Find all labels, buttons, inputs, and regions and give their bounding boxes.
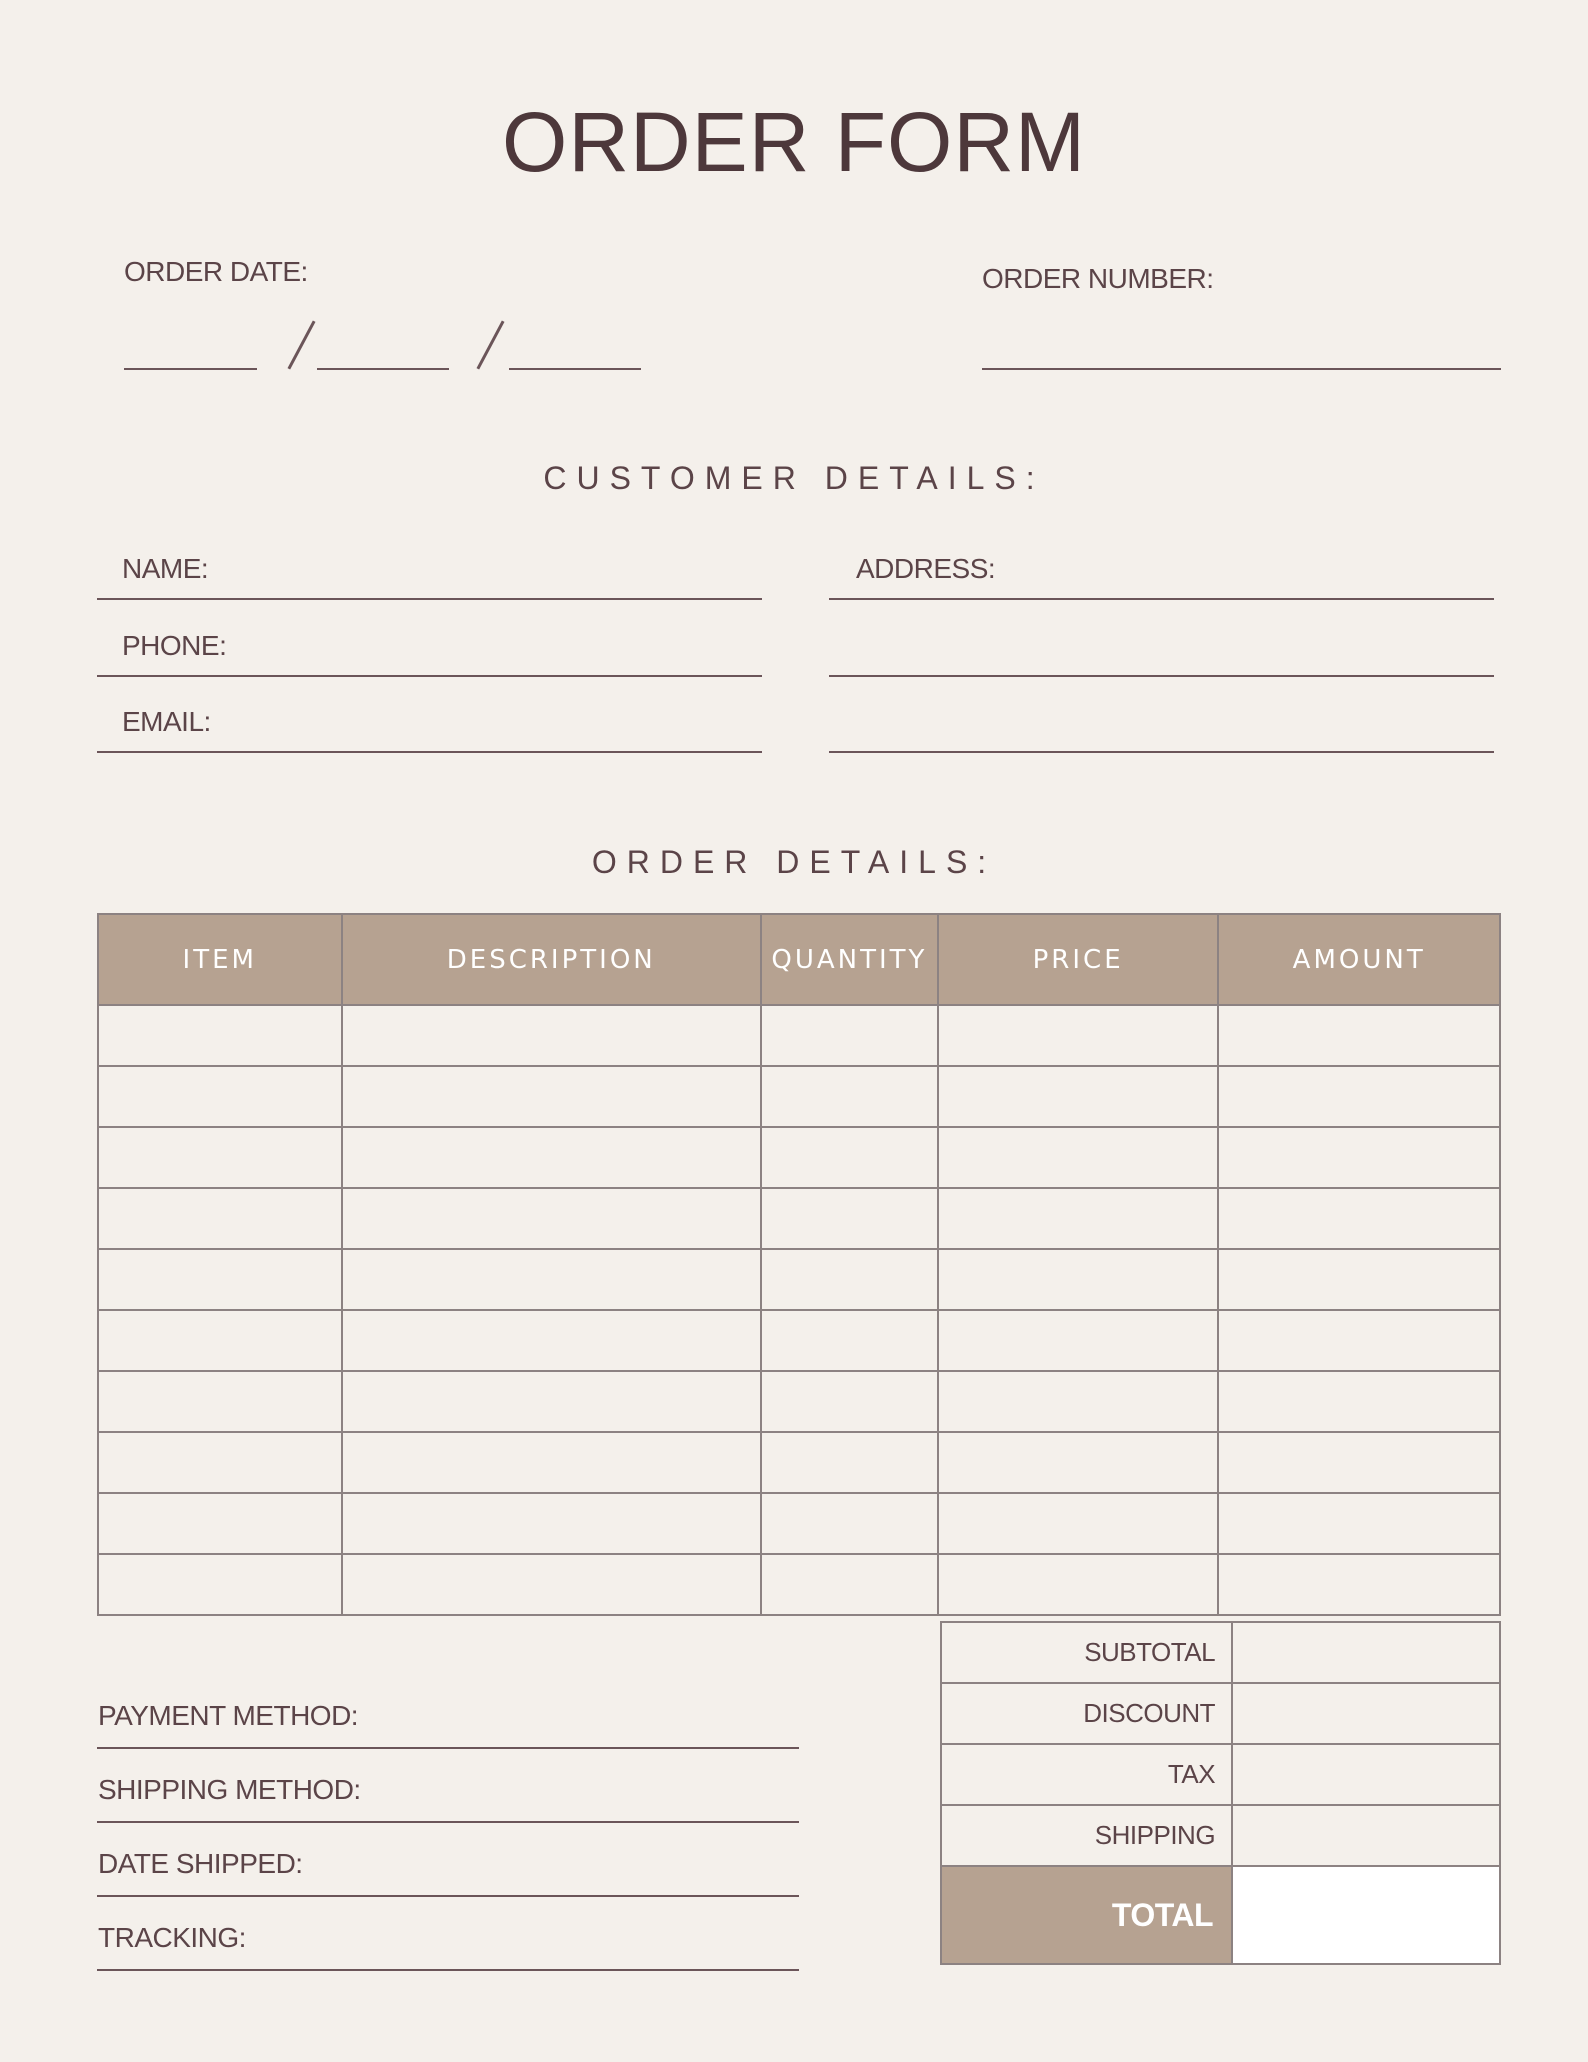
- tracking-field[interactable]: [97, 1969, 799, 1971]
- description-cell[interactable]: [342, 1493, 761, 1554]
- item-cell[interactable]: [98, 1493, 342, 1554]
- amount-cell[interactable]: [1218, 1432, 1500, 1493]
- tracking-label: TRACKING:: [98, 1922, 246, 1953]
- shipping-field[interactable]: [1232, 1805, 1500, 1866]
- tax-field[interactable]: [1232, 1744, 1500, 1805]
- item-cell[interactable]: [98, 1005, 342, 1066]
- item-cell[interactable]: [98, 1371, 342, 1432]
- quantity-cell[interactable]: [761, 1310, 938, 1371]
- description-cell[interactable]: [342, 1188, 761, 1249]
- price-cell[interactable]: [938, 1249, 1218, 1310]
- description-cell[interactable]: [342, 1554, 761, 1615]
- date-separator: [476, 320, 504, 369]
- amount-cell[interactable]: [1218, 1066, 1500, 1127]
- table-row: [98, 1371, 1500, 1432]
- quantity-cell[interactable]: [761, 1371, 938, 1432]
- order-date-label: ORDER DATE:: [124, 256, 308, 287]
- price-cell[interactable]: [938, 1066, 1218, 1127]
- column-header-quantity: QUANTITY: [761, 914, 938, 1005]
- amount-cell[interactable]: [1218, 1005, 1500, 1066]
- date-shipped-label: DATE SHIPPED:: [98, 1848, 303, 1879]
- subtotal-label: SUBTOTAL: [941, 1622, 1232, 1683]
- phone-field[interactable]: [97, 675, 762, 677]
- phone-label: PHONE:: [122, 630, 227, 661]
- order-date-day-field[interactable]: [317, 368, 449, 370]
- page-title: ORDER FORM: [502, 95, 1086, 189]
- total-label: TOTAL: [941, 1866, 1232, 1964]
- date-shipped-field[interactable]: [97, 1895, 799, 1897]
- table-header-row: [98, 914, 1500, 1005]
- price-cell[interactable]: [938, 1432, 1218, 1493]
- item-cell[interactable]: [98, 1066, 342, 1127]
- amount-cell[interactable]: [1218, 1249, 1500, 1310]
- item-cell[interactable]: [98, 1432, 342, 1493]
- summary-row-total: [941, 1866, 1500, 1964]
- quantity-cell[interactable]: [761, 1188, 938, 1249]
- description-cell[interactable]: [342, 1127, 761, 1188]
- quantity-cell[interactable]: [761, 1066, 938, 1127]
- table-row: [98, 1249, 1500, 1310]
- order-date-year-field[interactable]: [509, 368, 641, 370]
- amount-cell[interactable]: [1218, 1310, 1500, 1371]
- address-field-line-3[interactable]: [829, 751, 1494, 753]
- amount-cell[interactable]: [1218, 1493, 1500, 1554]
- column-header-item: ITEM: [98, 914, 342, 1005]
- date-separator: [287, 320, 315, 369]
- column-header-price: PRICE: [938, 914, 1218, 1005]
- price-cell[interactable]: [938, 1005, 1218, 1066]
- amount-cell[interactable]: [1218, 1554, 1500, 1615]
- table-row: [98, 1554, 1500, 1615]
- summary-row-tax: [941, 1744, 1500, 1805]
- description-cell[interactable]: [342, 1310, 761, 1371]
- amount-cell[interactable]: [1218, 1371, 1500, 1432]
- table-row: [98, 1188, 1500, 1249]
- description-cell[interactable]: [342, 1432, 761, 1493]
- shipping-label: SHIPPING: [941, 1805, 1232, 1866]
- order-number-field[interactable]: [982, 368, 1501, 370]
- quantity-cell[interactable]: [761, 1493, 938, 1554]
- payment-method-label: PAYMENT METHOD:: [98, 1700, 359, 1731]
- order-number-label: ORDER NUMBER:: [982, 263, 1214, 294]
- quantity-cell[interactable]: [761, 1249, 938, 1310]
- shipping-method-label: SHIPPING METHOD:: [98, 1774, 361, 1805]
- price-cell[interactable]: [938, 1310, 1218, 1371]
- quantity-cell[interactable]: [761, 1432, 938, 1493]
- discount-field[interactable]: [1232, 1683, 1500, 1744]
- price-cell[interactable]: [938, 1188, 1218, 1249]
- item-cell[interactable]: [98, 1188, 342, 1249]
- description-cell[interactable]: [342, 1249, 761, 1310]
- summary-row-shipping: [941, 1805, 1500, 1866]
- column-header-amount: AMOUNT: [1218, 914, 1500, 1005]
- price-cell[interactable]: [938, 1493, 1218, 1554]
- description-cell[interactable]: [342, 1005, 761, 1066]
- item-cell[interactable]: [98, 1249, 342, 1310]
- name-label: NAME:: [122, 553, 209, 584]
- order-details-heading: ORDER DETAILS:: [591, 844, 997, 880]
- quantity-cell[interactable]: [761, 1127, 938, 1188]
- table-row: [98, 1005, 1500, 1066]
- description-cell[interactable]: [342, 1371, 761, 1432]
- table-row: [98, 1432, 1500, 1493]
- shipping-method-field[interactable]: [97, 1821, 799, 1823]
- address-field-line-2[interactable]: [829, 675, 1494, 677]
- email-field[interactable]: [97, 751, 762, 753]
- address-field-line-1[interactable]: [829, 598, 1494, 600]
- discount-label: DISCOUNT: [941, 1683, 1232, 1744]
- quantity-cell[interactable]: [761, 1005, 938, 1066]
- table-row: [98, 1127, 1500, 1188]
- address-label: ADDRESS:: [856, 553, 996, 584]
- order-items-table: [97, 913, 1501, 1616]
- total-field[interactable]: [1232, 1866, 1500, 1964]
- table-row: [98, 1310, 1500, 1371]
- quantity-cell[interactable]: [761, 1554, 938, 1615]
- item-cell[interactable]: [98, 1127, 342, 1188]
- amount-cell[interactable]: [1218, 1127, 1500, 1188]
- price-cell[interactable]: [938, 1127, 1218, 1188]
- price-cell[interactable]: [938, 1371, 1218, 1432]
- email-label: EMAIL:: [122, 706, 211, 737]
- table-row: [98, 1493, 1500, 1554]
- name-field[interactable]: [97, 598, 762, 600]
- summary-row-discount: [941, 1683, 1500, 1744]
- item-cell[interactable]: [98, 1554, 342, 1615]
- payment-method-field[interactable]: [97, 1747, 799, 1749]
- order-summary-table: [940, 1621, 1501, 1965]
- column-header-description: DESCRIPTION: [342, 914, 761, 1005]
- item-cell[interactable]: [98, 1310, 342, 1371]
- summary-row-subtotal: [941, 1622, 1500, 1683]
- subtotal-field[interactable]: [1232, 1622, 1500, 1683]
- description-cell[interactable]: [342, 1066, 761, 1127]
- tax-label: TAX: [941, 1744, 1232, 1805]
- customer-details-heading: CUSTOMER DETAILS:: [543, 460, 1045, 496]
- amount-cell[interactable]: [1218, 1188, 1500, 1249]
- price-cell[interactable]: [938, 1554, 1218, 1615]
- table-row: [98, 1066, 1500, 1127]
- order-date-month-field[interactable]: [124, 368, 257, 370]
